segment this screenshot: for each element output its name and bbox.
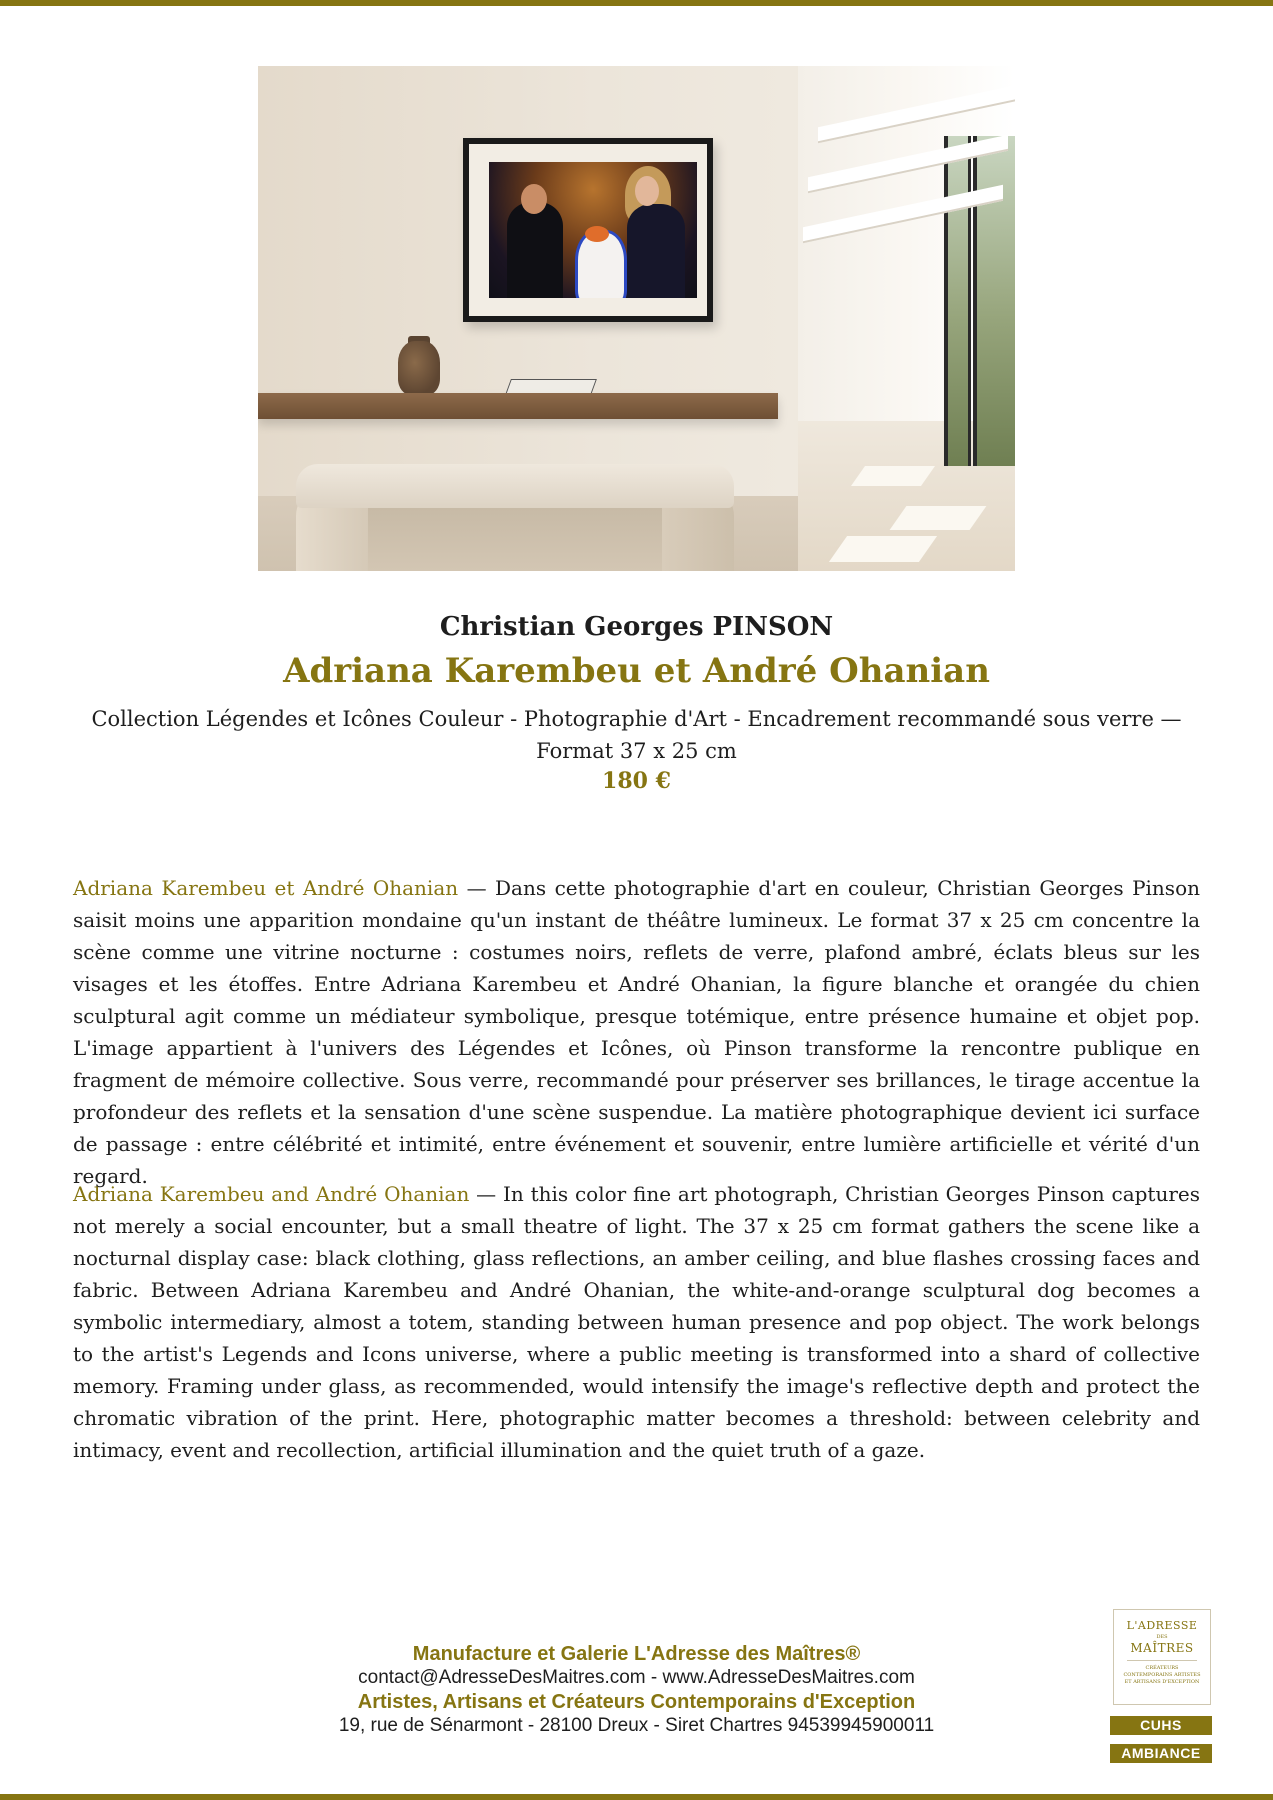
figure-man xyxy=(507,202,563,298)
footer xyxy=(0,1642,1273,1738)
figure-woman-face xyxy=(635,176,659,206)
badge-cuhs: CUHS xyxy=(1110,1716,1212,1735)
logo-line-1: L'ADRESSE xyxy=(1126,1619,1198,1632)
logo-divider xyxy=(1127,1660,1197,1661)
bench-underside xyxy=(368,508,662,571)
description-english-lead: Adriana Karembeu and André Ohanian xyxy=(73,1182,470,1206)
logo-line-2: DES xyxy=(1156,1634,1168,1640)
dog-sculpture-ear xyxy=(585,226,609,242)
bottom-rule xyxy=(0,1794,1273,1800)
sunlight-patch xyxy=(890,506,987,530)
window xyxy=(944,136,971,466)
description-english xyxy=(73,1178,1200,1466)
description-french xyxy=(73,872,1200,1192)
footer-address: 19, rue de Sénarmont - 28100 Dreux - Siret Chartres 94539945900011 xyxy=(338,1715,935,1736)
badge-ambiance: AMBIANCE xyxy=(1110,1744,1212,1763)
top-rule xyxy=(0,0,1273,6)
wall-shelf xyxy=(258,393,778,419)
description-english-text: — In this color fine art photograph, Christian Georges Pinson captures not merely a social encounter, but a small theatre of light. The 37 x 25 cm format gathers the scene like a nocturnal display case: black clothing, glass reflections, an amber ceiling, and blue flashes crossing faces and fabric. Between Adriana Karembeu and André Ohanian, the white-and-orange sculptural dog becomes a symbolic intermediary, almost a totem, standing between human presence and pop object. The work belongs to the artist's Legends and Icons universe, where a public meeting is transformed into a shard of collective memory. Framing under glass, as recommended, would intensify the image's reflective depth and protect the chromatic vibration of the print. Here, photographic matter becomes a threshold: between celebrity and intimacy, event and recollection, artificial illumination and the quiet truth of a gaze. xyxy=(73,1182,1201,1462)
footer-tagline: Artistes, Artisans et Créateurs Contemporains d'Exception xyxy=(357,1691,916,1713)
artist-name: Christian Georges PINSON xyxy=(439,612,834,642)
figure-woman xyxy=(627,204,685,298)
bench-seat xyxy=(296,464,734,508)
vase xyxy=(398,341,440,395)
room-scene-image xyxy=(258,66,1015,571)
figure-man-face xyxy=(521,184,547,214)
logo-line-4: CRÉATEURS CONTEMPORAINS ARTISTES ET ARTISANS D'EXCEPTION xyxy=(1123,1665,1201,1685)
artwork-subtitle: Collection Légendes et Icônes Couleur - Photographie d'Art - Encadrement recommandé sous verre — Format 37 x 25 cm xyxy=(91,707,1182,763)
sunlight-patch xyxy=(851,466,935,486)
framed-photograph xyxy=(489,162,697,298)
sunlight-patch xyxy=(829,536,937,562)
frame-mat xyxy=(469,144,707,316)
footer-contact: contact@AdresseDesMaitres.com - www.AdresseDesMaitres.com xyxy=(358,1667,915,1688)
description-french-text: — Dans cette photographie d'art en couleur, Christian Georges Pinson saisit moins une apparition mondaine qu'un instant de théâtre lumineux. Le format 37 x 25 cm concentre la scène comme une vitrine nocturne : costumes noirs, reflets de verre, plafond ambré, éclats bleus sur les visages et les étoffes. Entre Adriana Karembeu et André Ohanian, la figure blanche et orangée du chien sculptural agit comme un médiateur symbolique, presque totémique, entre présence humaine et objet pop. L'image appartient à l'univers des Légendes et Icônes, où Pinson transforme la rencontre publique en fragment de mémoire collective. Sous verre, recommandé pour préserver ses brillances, le tirage accentue la profondeur des reflets et la sensation d'une scène suspendue. La matière photographique devient ici surface de passage : entre célébrité et intimité, entre événement et souvenir, entre lumière artificielle et vérité d'un regard. xyxy=(73,876,1200,1188)
artwork-price: 180 € xyxy=(602,768,671,794)
footer-gallery-name: Manufacture et Galerie L'Adresse des Maîtres® xyxy=(412,1643,861,1665)
logo-line-3: MAÎTRES xyxy=(1130,1641,1194,1655)
description-french-lead: Adriana Karembeu et André Ohanian xyxy=(73,876,459,900)
artwork-title: Adriana Karembeu et André Ohanian xyxy=(283,651,990,691)
picture-frame xyxy=(463,138,713,322)
gallery-logo xyxy=(1113,1609,1211,1705)
